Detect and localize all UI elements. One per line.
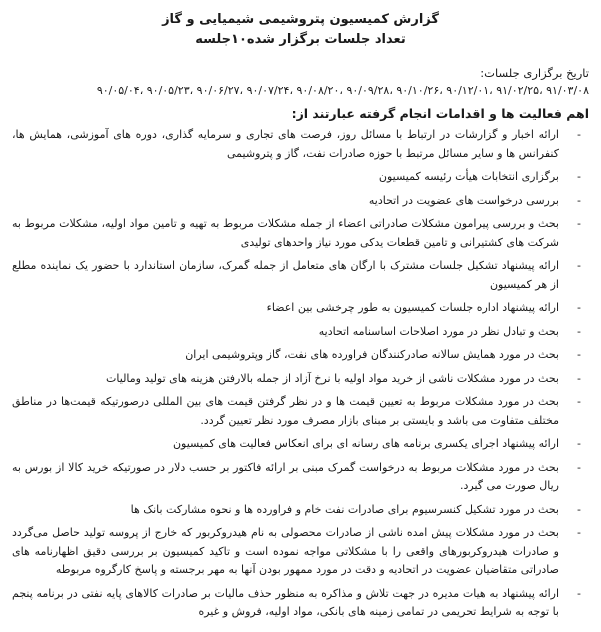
list-item xyxy=(12,524,589,580)
activities-list xyxy=(12,126,589,622)
list-item xyxy=(12,323,589,342)
activities-heading: اهم فعالیت ها و اقدامات انجام گرفته عبارتند از: xyxy=(291,106,589,121)
list-item xyxy=(12,393,589,430)
list-item-text: برگزاری انتخابات هیأت رئیسه کمیسیون xyxy=(378,170,559,183)
bullet-dash: - xyxy=(577,324,581,338)
list-item-text: بحث در مورد مشکلات مربوط به تعیین قیمت ها و در نظر گرفتن قیمت های بین المللی درصورتیکه قیمت‌ها در مناطق مختلف متفاوت می باشد و بایستی بر مبنای بازار مصرف مورد نظر تعیین گردد. xyxy=(12,395,559,427)
list-item-text: ارائه پیشنهاد به هیات مدیره در جهت تلاش و مذاکره به منظور حذف مالیات بر صادرات کالاهای پایه نفتی در برنامه پنجم با توجه به شرایط تحریمی در تمامی زمینه های بانکی، مواد اولیه، فروش و غیره xyxy=(12,586,559,618)
list-item xyxy=(12,192,589,211)
bullet-dash: - xyxy=(577,170,581,183)
bullet-dash: - xyxy=(577,395,581,408)
list-item-text: بحث در مورد مشکلات مربوط به درخواست گمرک مبنی بر ارائه فاکتور بر حسب دلار در صورتیکه خرید کالا از بورس به ریال صورت می گیرد. xyxy=(12,460,559,492)
list-item-text: بحث و بررسی پیرامون مشکلات صادراتی اعضاء از جمله مشکلات مربوط به تهیه و تامین مواد اولیه، مشکلات مربوط به شرکت های کشتیرانی و تامین قطعات یدکی مورد نیاز واحدهای تولیدی xyxy=(12,217,559,249)
list-item xyxy=(12,459,589,496)
bullet-dash: - xyxy=(577,437,581,450)
list-item xyxy=(12,126,589,163)
list-item-text: بحث در مورد مشکلات ناشی از خرید مواد اولیه با نرخ آزاد از جمله بالارفتن هزینه های تولید ومالیات xyxy=(106,371,559,385)
bullet-dash: - xyxy=(577,217,581,230)
bullet-dash: - xyxy=(577,348,581,361)
list-item-text: بررسی درخواست های عضویت در اتحادیه xyxy=(368,193,559,207)
list-item-text: بحث در مورد مشکلات پیش امده ناشی از صادرات محصولی به نام هیدروکربور که خارج از پروسه تولید حاصل می‌گردد و صادرات هیدروکربورهای واقعی را با مشکلاتی مواجه نموده است و تاکید کمیسیون بر بررسی دقیق اظهارنامه های صادراتی متقاضیان عضویت در اتحادیه و دقت در مورد ممهور بودن آنها به مهر برجسته و پاسخ کارگروه مربوطه xyxy=(12,526,559,576)
list-item xyxy=(12,257,589,294)
bullet-dash: - xyxy=(577,502,581,516)
meeting-dates-label: تاریخ برگزاری جلسات: xyxy=(480,66,589,80)
list-item-text: بحث در مورد تشکیل کنسرسیوم برای صادرات نفت خام و فراورده ها و نحوه مشارکت بانک ها xyxy=(130,502,559,516)
list-item xyxy=(12,346,589,365)
list-item xyxy=(12,435,589,454)
list-item xyxy=(12,370,589,389)
list-item xyxy=(12,215,589,252)
bullet-dash: - xyxy=(577,301,581,314)
list-item xyxy=(12,299,589,318)
bullet-dash: - xyxy=(577,460,581,474)
report-title: گزارش کمیسیون پتروشیمی شیمیایی و گاز xyxy=(162,12,439,27)
bullet-dash: - xyxy=(577,526,581,539)
bullet-dash: - xyxy=(577,371,581,385)
list-item xyxy=(12,585,589,622)
meetings-count: تعداد جلسات برگزار شده۱۰جلسه xyxy=(195,32,406,47)
meeting-dates-list: ۹۱/۰۳/۰۸ ،۹۱/۰۲/۲۵ ،۹۰/۱۲/۰۱ ،۹۰/۱۰/۲۶ ،۹۰/۰۹/۲۸ ،۹۰/۰۸/۲۰ ،۹۰/۰۷/۲۴ ،۹۰/۰۶/۲۷ ،۹۰/۰۵/۲۳ ،۹۰/۰۵/۰۴ xyxy=(96,84,589,97)
list-item xyxy=(12,501,589,520)
list-item-text: بحث در مورد همایش سالانه صادرکنندگان فراورده های نفت، گاز وپتروشیمی ایران xyxy=(185,348,559,361)
bullet-dash: - xyxy=(577,193,581,207)
bullet-dash: - xyxy=(577,586,581,600)
list-item-text: ارائه اخبار و گزارشات در ارتباط با مسائل روز، فرصت های تجاری و سرمایه گذاری، دوره های آموزشی، همایش ها، کنفرانس ها و سایر مسائل مرتبط با حوزه صادرات نفت، گاز و پتروشیمی xyxy=(12,128,559,160)
list-item xyxy=(12,168,589,187)
bullet-dash: - xyxy=(577,259,581,272)
list-item-text: ارائه پیشنهاد تشکیل جلسات مشترک با ارگان های متعامل از جمله گمرک، سازمان استاندارد با حضور یک نماینده مطلع از هر کمیسیون xyxy=(12,259,559,291)
list-item-text: ارائه پیشنهاد اداره جلسات کمیسیون به طور چرخشی بین اعضاء xyxy=(266,301,559,314)
list-item-text: بحث و تبادل نظر در مورد اصلاحات اساسنامه اتحادیه xyxy=(318,324,559,338)
bullet-dash: - xyxy=(577,128,581,141)
list-item-text: ارائه پیشنهاد اجرای یکسری برنامه های رسانه ای برای انعکاس فعالیت های کمیسیون xyxy=(172,437,559,450)
